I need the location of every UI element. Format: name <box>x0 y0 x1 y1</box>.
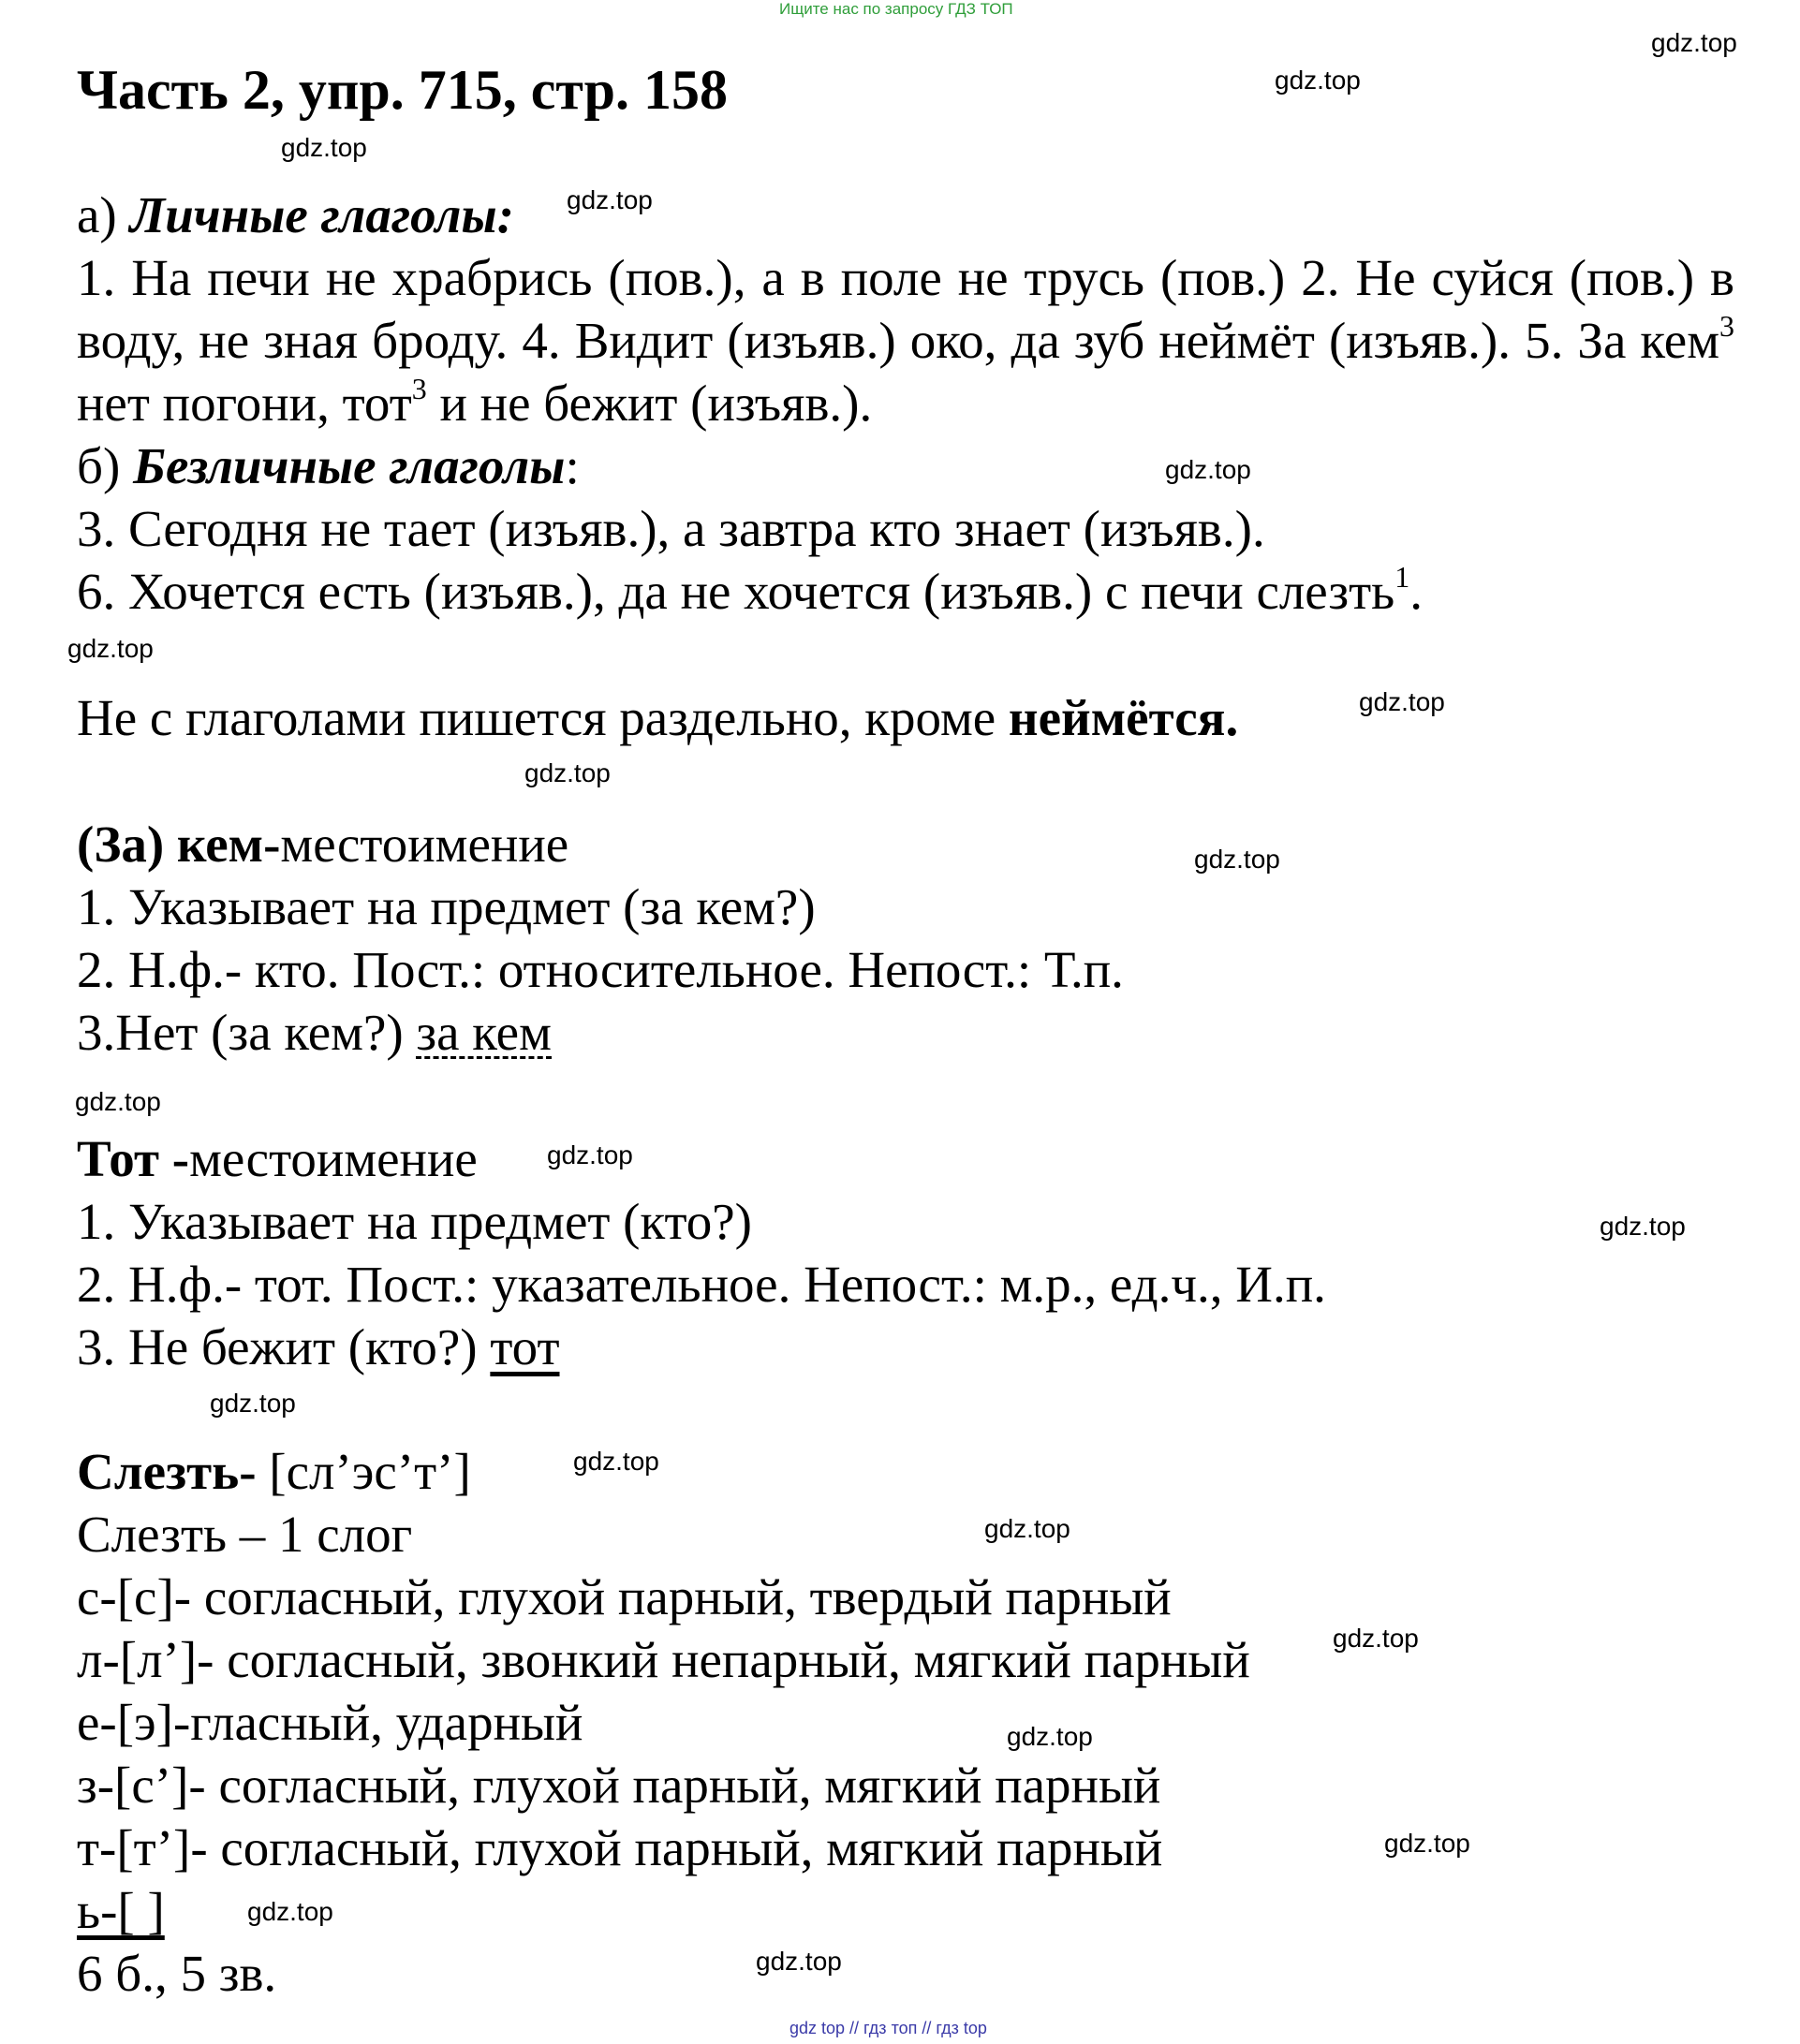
kem-line3-prefix: 3.Нет (за кем?) <box>77 1004 417 1061</box>
rule-line <box>77 686 1238 749</box>
slezt-bold: Слезть- <box>77 1443 257 1500</box>
section-b-heading: Безличные глаголы <box>133 437 566 494</box>
footnote-marker: 1 <box>1394 559 1410 594</box>
kem-bold: (За) кем- <box>77 816 281 873</box>
kem-line1: 1. Указывает на предмет (за кем?) <box>77 878 816 935</box>
tot-bold: Тот - <box>77 1130 190 1187</box>
section-b-line2 <box>77 560 1423 623</box>
slezt-letter-3: е-[э]-гласный, ударный <box>77 1694 583 1751</box>
kem-heading <box>77 813 568 875</box>
tot-rest: местоимение <box>189 1130 478 1187</box>
watermark: gdz.top <box>1333 1624 1419 1653</box>
slezt-soft-sign <box>77 1879 165 1942</box>
watermark: gdz.top <box>1194 845 1280 874</box>
slezt-soft-sign-text: ь-[ ] <box>77 1882 165 1939</box>
watermark: gdz.top <box>573 1447 659 1476</box>
footer-note: gdz top // гдз топ // гдз top <box>789 2019 987 2037</box>
section-a-heading: Личные глаголы: <box>129 186 514 243</box>
watermark: gdz.top <box>67 634 154 663</box>
kem-line3-underlined: за кем <box>416 1004 552 1061</box>
watermark: gdz.top <box>1007 1722 1093 1751</box>
slezt-heading <box>77 1440 471 1503</box>
section-a-text-part2: нет погони, тот <box>77 375 412 432</box>
watermark: gdz.top <box>1600 1212 1686 1241</box>
watermark: gdz.top <box>524 758 611 787</box>
watermark: gdz.top <box>1165 455 1251 484</box>
page-title: Часть 2, упр. 715, стр. 158 <box>77 59 729 121</box>
watermark: gdz.top <box>281 133 367 162</box>
tot-line1: 1. Указывает на предмет (кто?) <box>77 1193 752 1250</box>
slezt-letter-2: л-[л’]- согласный, звонкий непарный, мягкий парный <box>77 1631 1250 1688</box>
section-a-text-part1: 1. На печи не храбрись (пов.), а в поле не трусь (пов.) 2. Не суйся (пов.) в воду, не зная броду. 4. Видит (изъяв.) око, да зуб неймёт (изъяв.). 5. За кем <box>77 249 1734 369</box>
slezt-summary: 6 б., 5 зв. <box>77 1945 277 2002</box>
section-b-line1: 3. Сегодня не тает (изъяв.), а завтра кто знает (изъяв.). <box>77 500 1265 557</box>
footnote-marker: 3 <box>411 371 427 405</box>
watermark: gdz.top <box>547 1140 633 1169</box>
watermark: gdz.top <box>1359 687 1445 716</box>
tot-line3-underlined: тот <box>490 1318 560 1375</box>
rule-bold-word: неймётся. <box>1008 689 1239 746</box>
section-b-colon: : <box>565 437 580 494</box>
watermark: gdz.top <box>1275 66 1361 95</box>
watermark: gdz.top <box>210 1389 296 1418</box>
section-b-line2-text: 6. Хочется есть (изъяв.), да не хочется (изъяв.) с печи слезть <box>77 563 1395 620</box>
footnote-marker: 3 <box>1719 308 1734 343</box>
tot-line3 <box>77 1316 560 1378</box>
section-b-prefix: б) <box>77 437 121 494</box>
rule-text: Не с глаголами пишется раздельно, кроме <box>77 689 1009 746</box>
slezt-transcription: [сл’эс’т’] <box>256 1443 471 1500</box>
tot-line2: 2. Н.ф.- тот. Пост.: указательное. Непост.: м.р., ед.ч., И.п. <box>77 1256 1326 1313</box>
section-a-text <box>77 246 1734 434</box>
tot-heading <box>77 1127 478 1190</box>
section-b-line2-end: . <box>1409 563 1423 620</box>
kem-line3 <box>77 1001 552 1064</box>
watermark: gdz.top <box>984 1514 1070 1543</box>
section-b-heading-line <box>77 434 580 497</box>
watermark: gdz.top <box>567 185 653 214</box>
slezt-letter-4: з-[с’]- согласный, глухой парный, мягкий парный <box>77 1757 1161 1814</box>
section-a-prefix: а) <box>77 186 117 243</box>
watermark: gdz.top <box>1651 28 1737 57</box>
slezt-letter-1: с-[с]- согласный, глухой парный, твердый парный <box>77 1568 1172 1625</box>
top-search-note: Ищите нас по запросу ГДЗ ТОП <box>779 0 1013 18</box>
slezt-syllables: Слезть – 1 слог <box>77 1506 413 1563</box>
watermark: gdz.top <box>75 1087 161 1116</box>
watermark: gdz.top <box>756 1947 842 1976</box>
tot-line3-prefix: 3. Не бежит (кто?) <box>77 1318 491 1375</box>
slezt-letter-5: т-[т’]- согласный, глухой парный, мягкий парный <box>77 1819 1163 1876</box>
kem-rest: местоимение <box>280 816 569 873</box>
watermark: gdz.top <box>247 1897 333 1926</box>
section-a-text-part3: и не бежит (изъяв.). <box>426 375 873 432</box>
section-a-heading-line <box>77 184 514 246</box>
kem-line2: 2. Н.ф.- кто. Пост.: относительное. Непост.: Т.п. <box>77 941 1124 998</box>
watermark: gdz.top <box>1384 1829 1470 1858</box>
